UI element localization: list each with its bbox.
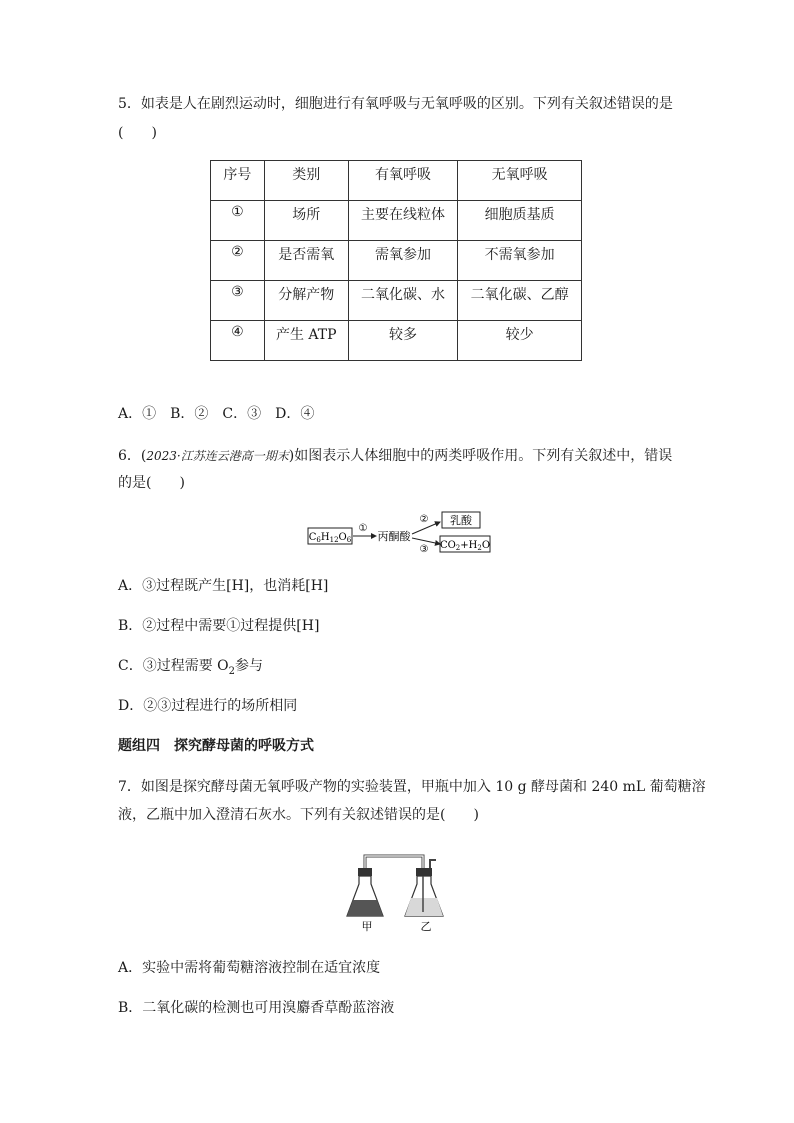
step1-label: ① xyxy=(358,523,368,534)
table-header-cell: 序号 xyxy=(211,161,265,201)
table-row xyxy=(211,241,582,281)
table-cell: 二氧化碳、乙醇 xyxy=(458,281,582,321)
q7-stem-line2: 液，乙瓶中加入澄清石灰水。下列有关叙述错误的是( ) xyxy=(118,807,479,823)
table-cell: ③ xyxy=(211,281,265,321)
pyruvate-label: 丙酮酸 xyxy=(377,530,411,543)
q6-source: 2023·江苏连云港高一期末 xyxy=(146,449,289,463)
table-row xyxy=(211,281,582,321)
flask-right-label: 乙 xyxy=(420,920,432,933)
table-cell: ① xyxy=(211,201,265,241)
flask-left-liquid xyxy=(347,900,383,916)
table-cell: 不需氧参加 xyxy=(458,241,582,281)
table-header-cell: 类别 xyxy=(264,161,348,201)
group4-label: 题组四 xyxy=(118,738,160,754)
q5-stem-line2: ( ) xyxy=(118,125,157,141)
table-header-cell: 有氧呼吸 xyxy=(348,161,458,201)
q6-option-a: A．③过程既产生[H]，也消耗[H] xyxy=(118,578,329,594)
table-cell: 分解产物 xyxy=(264,281,348,321)
table-cell: 需氧参加 xyxy=(348,241,458,281)
yeast-apparatus-diagram xyxy=(340,848,450,938)
q6-option-d: D．②③过程进行的场所相同 xyxy=(118,698,298,714)
q5-stem-line1: 5．如表是人在剧烈运动时，细胞进行有氧呼吸与无氧呼吸的区别。下列有关叙述错误的是 xyxy=(118,96,673,112)
q6-option-b: B．②过程中需要①过程提供[H] xyxy=(118,618,320,634)
table-cell: 二氧化碳、水 xyxy=(348,281,458,321)
table-cell: 产生 ATP xyxy=(264,321,348,361)
lactic-acid-label: 乳酸 xyxy=(450,514,472,527)
q5-comparison-table xyxy=(210,160,582,361)
group4-heading xyxy=(118,736,314,756)
table-cell: ② xyxy=(211,241,265,281)
table-cell: 主要在线粒体 xyxy=(348,201,458,241)
table-row xyxy=(211,201,582,241)
table-cell: ④ xyxy=(211,321,265,361)
stopper-right xyxy=(416,868,432,876)
q6-stem-line2: 的是( ) xyxy=(118,475,185,491)
q6-stem-line1 xyxy=(118,446,672,466)
table-cell: 较少 xyxy=(458,321,582,361)
co2-h2o-label: $CO_2+H_2O$ xyxy=(439,540,491,552)
flask-left-label: 甲 xyxy=(361,920,373,933)
q6-option-c: C．③过程需要 $O_2$参与 xyxy=(118,658,264,677)
table-row xyxy=(211,321,582,361)
table-cell: 细胞质基质 xyxy=(458,201,582,241)
q5-options: A．① B．② C．③ D．④ xyxy=(118,406,315,422)
table-cell: 是否需氧 xyxy=(264,241,348,281)
q6-stem-prefix: 6．( xyxy=(118,448,147,464)
glucose-label: $C_6H_{12}O_6$ xyxy=(308,532,352,544)
respiration-diagram xyxy=(300,508,500,556)
table-cell: 场所 xyxy=(264,201,348,241)
q7-option-b: B．二氧化碳的检测也可用溴麝香草酚蓝溶液 xyxy=(118,1000,395,1016)
stopper-left xyxy=(358,868,372,876)
group4-title: 探究酵母菌的呼吸方式 xyxy=(174,738,314,754)
step3-label: ③ xyxy=(419,544,429,555)
q6-stem-rest: )如图表示人体细胞中的两类呼吸作用。下列有关叙述中，错误 xyxy=(288,448,673,464)
table-cell: 较多 xyxy=(348,321,458,361)
q7-stem-line1: 7．如图是探究酵母菌无氧呼吸产物的实验装置，甲瓶中加入 10 g 酵母菌和 240 mL 葡萄糖溶 xyxy=(118,779,706,795)
table-header-cell: 无氧呼吸 xyxy=(458,161,582,201)
flask-right-liquid xyxy=(405,898,443,916)
q7-option-a: A．实验中需将葡萄糖溶液控制在适宜浓度 xyxy=(118,960,381,976)
step2-label: ② xyxy=(419,514,429,525)
table-header-row xyxy=(211,161,582,201)
